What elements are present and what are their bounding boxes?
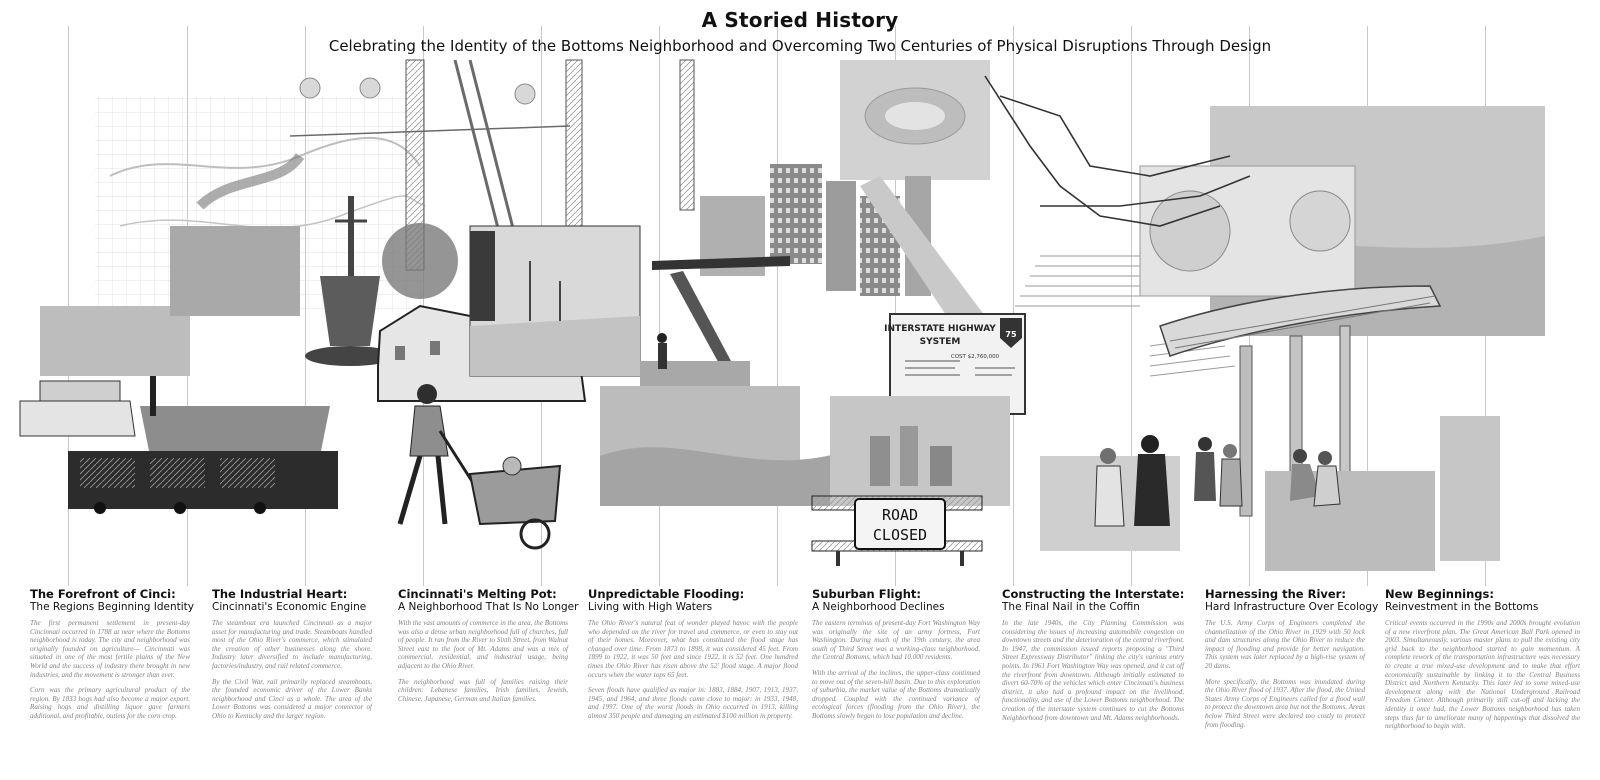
sign-heading-2: SYSTEM [919, 337, 961, 347]
column-subheading: Reinvestment in the Bottoms [1385, 601, 1539, 613]
column-subheading: Cincinnati's Economic Engine [212, 601, 367, 613]
column-melting-pot [398, 587, 579, 710]
column-paragraph: The U.S. Army Corps of Engineers completed the channelization of the Ohio River in 1929 with 50 lock and dam structures along the Ohio River to reduce the impact of flooding and provide for better navigation. This system was later replaced by a high-rise system of 20 dams. [1205, 619, 1365, 670]
column-subheading: The Regions Beginning Identity [30, 601, 194, 613]
column-paragraph: The first permanent settlement in present-day Cincinnati occurred in 1788 at near where the Bottoms neighborhood is today. The city and neighborhood was originally founded on agriculture— Cincinnati was situated in one of the most fertile plains of the New World and the success of industry there brought in new industries, and the movement is stronger than ever. [30, 619, 190, 679]
sign-shield-number: 75 [1005, 330, 1017, 339]
page-subtitle: Celebrating the Identity of the Bottoms Neighborhood and Overcoming Two Centuries of Physical Disruptions Through Design [328, 37, 1272, 55]
column-forefront [30, 587, 194, 728]
column-harnessing-river [1205, 587, 1379, 736]
column-paragraph: Corn was the primary agricultural product of the region. By 1833 hogs had also become a major export. Raising hogs and distilling liquor gave farmers additional, and profitable, outlets for the corn crop. [30, 686, 190, 720]
column-paragraph: With the arrival of the inclines, the upper-class continued to move out of the seven-hill basin. Due to this exploration of suburbia, the market value of the Bottoms dramatically dropped. Coupled with the continued variance of ecological forces (flooding from the Ohio River), the Bottoms slowly began to lose population and decline. [812, 668, 980, 720]
column-paragraph: Seven floods have qualified as major in: 1883, 1884, 1907, 1913, 1937, 1945, and 1964, and three floods came close to major: in 1933, 1948, and 1997. One of the worst floods in Ohio occurred in 1913, killing almost 350 people and damaging an estimated $100 million in property. [588, 686, 798, 720]
column-paragraph: By the Civil War, rail primarily replaced steamboats, the founded economic driver of the Lower Banks neighborhood and Cinci as a whole. The area of the Lower Bottoms was considered a major connector of Ohio to Kentucky and the larger region. [212, 677, 372, 720]
column-subheading: A Neighborhood Declines [812, 601, 945, 613]
column-paragraph: The steamboat era launched Cincinnati as a major asset for manufacturing and trade. Steamboats handled most of the Ohio River's commerce, which stimulated the creation of other businesses along the shore. Industry later diversified to include manufacturing, factories/industry, and rail related commerce. [212, 619, 372, 670]
column-paragraph: More specifically, the Bottoms was inundated during the Ohio River flood of 1937. After the flood, the United States Army Corps of Engineers called for a flood wall to protect the downtown area but not the Bottoms. Areas below Third Street were declared too costly to protect from flooding. [1205, 677, 1365, 729]
column-suburban-flight [812, 588, 980, 728]
column-new-beginnings [1385, 588, 1580, 738]
column-interstate [1002, 588, 1184, 729]
column-paragraph: With the vast amounts of commerce in the area, the Bottoms was also a dense urban neighborhood full of churches, full of people. It ran from the River to Sixth Street, from Walnut Street east to the foot of Mt. Adams and was a mix of commercial, residential, and industrial usage, being adjacent to the Ohio River. [398, 619, 568, 670]
column-heading: Cincinnati's Melting Pot: [398, 587, 557, 601]
sign-cost: COST $2,760,000 [950, 354, 1000, 360]
column-heading: New Beginnings: [1385, 587, 1494, 601]
page-title: A Storied History [701, 8, 899, 32]
column-heading: Suburban Flight: [812, 587, 921, 601]
column-heading: The Forefront of Cinci: [30, 587, 176, 601]
road-sign-line-2: CLOSED [872, 526, 928, 544]
column-flooding [588, 588, 798, 728]
column-subheading: The Final Nail in the Coffin [1002, 601, 1140, 613]
road-sign-line-1: ROAD [881, 506, 919, 524]
column-subheading: Hard Infrastructure Over Ecology [1205, 601, 1379, 613]
column-heading: The Industrial Heart: [212, 587, 348, 601]
column-paragraph: Critical events occurred in the 1990s and 2000s brought evolution of a new riverfront plan. The Great American Ball Park opened in 2003. Simultaneously, various master plans to pull the existing city grid back to the neighborhood started to gain momentum. A complete rework of the transportation infrastructure was necessary to create a true mixed-use development and to make that effort economically sustainable by linking it to the Central Business District and Northern Kentucky. This later led to some mixed-use development along with the National Underground Railroad Freedom Center. Although primarily still cut-off and lacking the identity it once had, the Lower Bottoms neighborhood has taken steps thus far to ameliorate many of happenings that dissolved the neighborhood to begin with. [1385, 619, 1580, 731]
column-paragraph: The Ohio River's natural feat of wonder played havoc with the people who depended on the river for travel and commerce, or even to stay out of their homes. Moreover, what has constituted the flood stage has changed over time. From 1873 to 1898, it was considered 45 feet. From 1899 to 1922, it was 50 feet and since 1922, it is 52 feet. One hundred times the Ohio River has risen above the 52' flood stage. A major flood occurs when the water tops 65 feet. [588, 619, 798, 679]
column-paragraph: In the late 1940s, the City Planning Commission was considering the issues of increasing automobile congestion on downtown streets and the deterioration of the central riverfront. In 1947, the commission issued reports proposing a "Third Street Expressway Distributor" linking the city's various entry points. In 1961 Fort Washington Way was opened, and it cut off the riverfront from downtown. Although initially estimated to divert 60-70% of the vehicles which enter Cincinnati's business district, it also had a profound impact on the livelihood, functionality, and use of the Lower Bottoms neighborhood. The creation of the interstate system continues to cut the Bottoms Neighborhood from downtown and Mt. Adams neighborhoods. [1002, 619, 1184, 722]
column-industrial [212, 588, 372, 728]
column-subheading: A Neighborhood That Is No Longer [398, 601, 579, 613]
column-heading: Constructing the Interstate: [1002, 587, 1185, 601]
column-paragraph: The neighborhood was full of families raising their children: Lebanese families, Irish families, Jewish, Chinese, Japanese, German and Italian families. [398, 677, 568, 703]
column-subheading: Living with High Waters [588, 601, 713, 613]
column-heading: Unpredictable Flooding: [588, 587, 745, 601]
column-paragraph: The eastern terminus of present-day Fort Washington Way was originally the site of an army fortress, Fort Washington. During much of the 19th century, the area south of Third Street was a working-class neighborhood, the Central Bottoms, which had 10,000 residents. [812, 619, 980, 662]
sign-heading: INTERSTATE HIGHWAY [884, 324, 996, 334]
column-heading: Harnessing the River: [1205, 587, 1346, 601]
